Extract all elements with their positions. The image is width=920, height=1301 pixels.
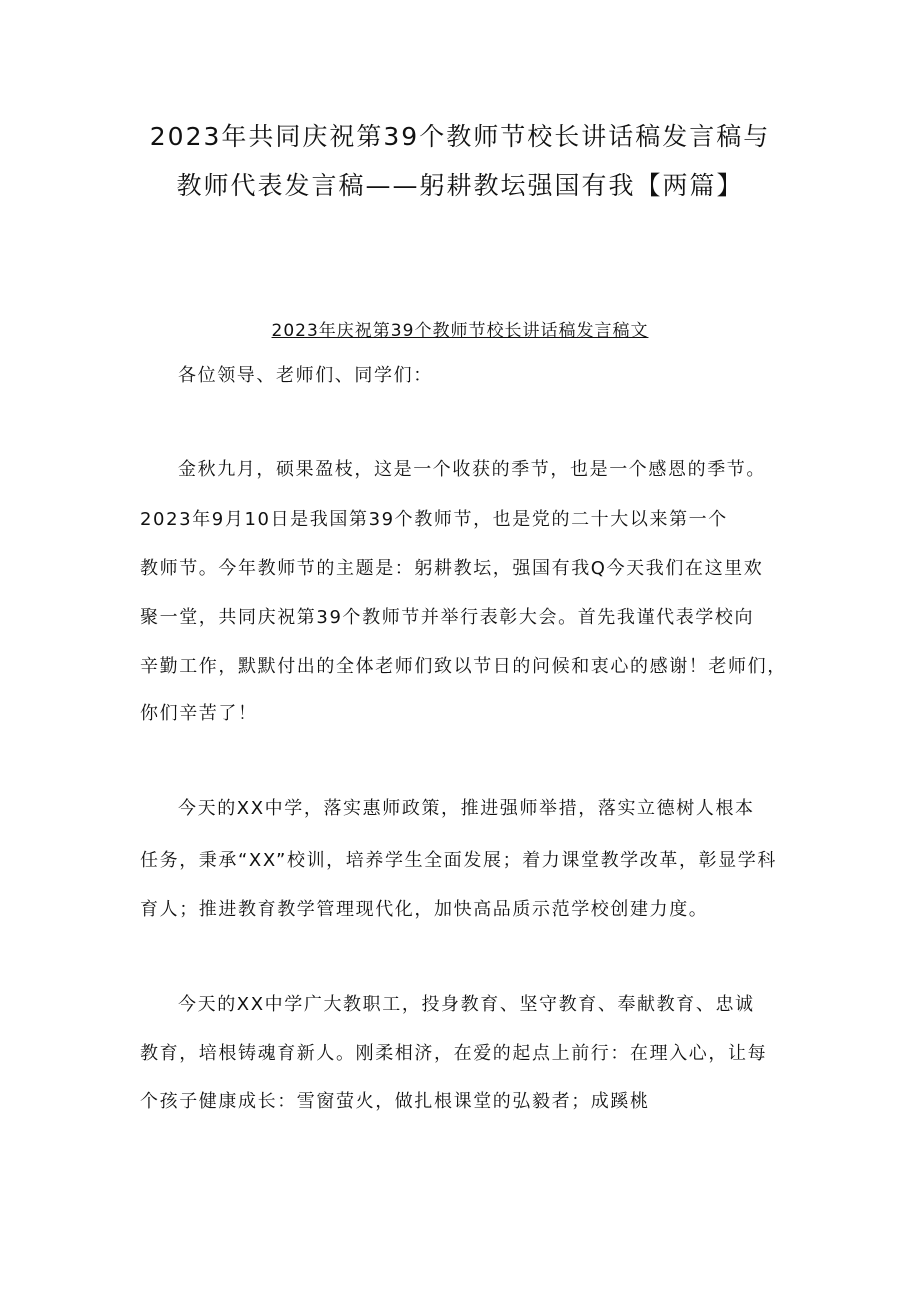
document-title-line-1: 2023年共同庆祝第39个教师节校长讲话稿发言稿与 — [149, 122, 771, 151]
paragraph-1-line-4: 聚一堂，共同庆祝第39个教师节并举行表彰大会。首先我谨代表学校向 — [140, 607, 755, 628]
document-title-line-2: 教师代表发言稿——躬耕教坛强国有我【两篇】 — [176, 171, 744, 200]
paragraph-2-line-1: 今天的XX中学，落实惠师政策，推进强师举措，落实立德树人根本 — [178, 798, 755, 819]
paragraph-1-line-6: 你们辛苦了！ — [140, 703, 258, 724]
paragraph-1-line-1: 金秋九月，硕果盈枝，这是一个收获的季节，也是一个感恩的季节。 — [178, 459, 766, 480]
paragraph-3-line-1: 今天的XX中学广大教职工，投身教育、坚守教育、奉献教育、忠诚 — [178, 994, 755, 1015]
paragraph-3-line-2: 教育，培根铸魂育新人。刚柔相济，在爱的起点上前行：在理入心，让每 — [140, 1043, 768, 1064]
paragraph-3-line-3: 个孩子健康成长：雪窗萤火，做扎根课堂的弘毅者；成蹊桃 — [140, 1091, 650, 1112]
paragraph-2-line-2: 任务，秉承“XX”校训，培养学生全面发展；着力课堂教学改革，彰显学科 — [140, 850, 777, 871]
greeting-line: 各位领导、老师们、同学们： — [178, 365, 433, 386]
speech-subtitle: 2023年庆祝第39个教师节校长讲话稿发言稿文 — [271, 321, 649, 341]
paragraph-1-line-5: 辛勤工作，默默付出的全体老师们致以节日的问候和衷心的感谢！老师们， — [140, 656, 787, 677]
paragraph-1-line-3: 教师节。今年教师节的主题是：躬耕教坛，强国有我Q今天我们在这里欢 — [140, 558, 764, 579]
paragraph-1-line-2: 2023年9月10日是我国第39个教师节，也是党的二十大以来第一个 — [140, 509, 728, 530]
paragraph-2-line-3: 育人；推进教育教学管理现代化，加快高品质示范学校创建力度。 — [140, 899, 709, 920]
